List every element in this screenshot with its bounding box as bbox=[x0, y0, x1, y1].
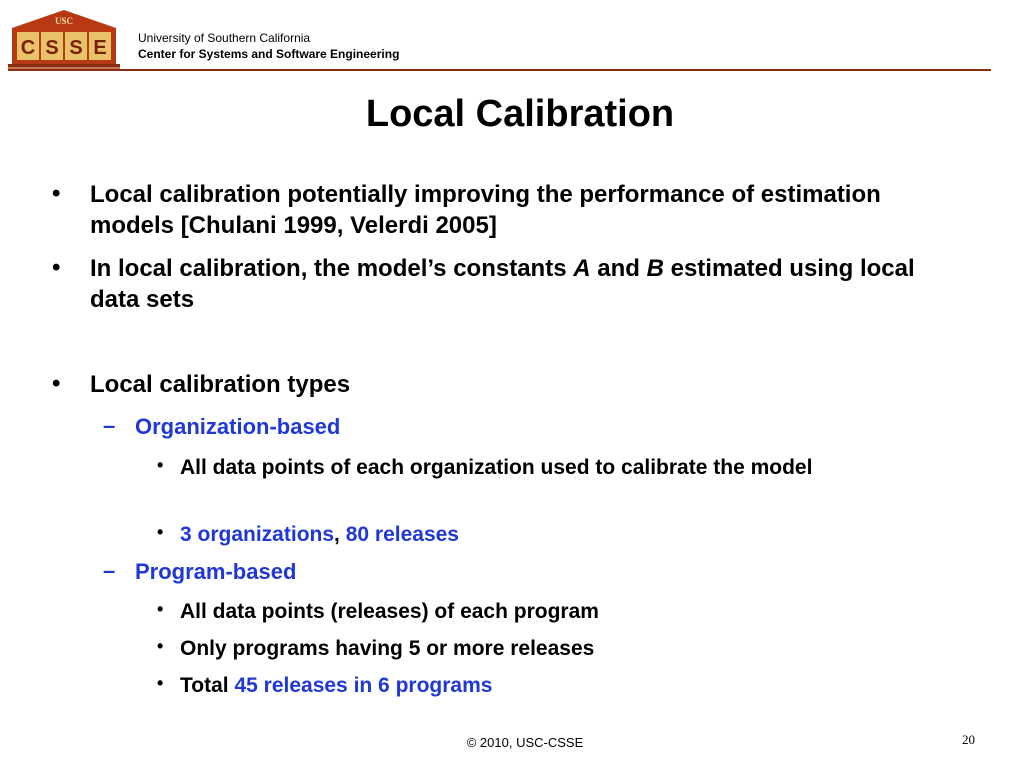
logo-letter-s1: S bbox=[45, 37, 59, 59]
bullet-dot: • bbox=[52, 370, 61, 397]
organization-based-heading: Organization-based bbox=[135, 414, 341, 439]
header-divider bbox=[8, 69, 991, 71]
organizations-count: 3 organizations bbox=[180, 523, 335, 546]
usc-csse-logo bbox=[8, 8, 120, 70]
bullet-types: Local calibration types bbox=[90, 371, 351, 398]
org-counts bbox=[180, 519, 900, 550]
slide-title: Local Calibration bbox=[365, 93, 675, 135]
bullet-constants-and: and bbox=[590, 255, 647, 282]
program-min-releases: Only programs having 5 or more releases bbox=[180, 637, 595, 660]
logo-letter-c: C bbox=[20, 37, 36, 59]
logo-letter-s2: S bbox=[69, 37, 83, 59]
institution-block bbox=[138, 30, 399, 62]
bullet-constants-text: In local calibration, the model’s constants bbox=[90, 255, 574, 282]
constant-b: B bbox=[646, 255, 664, 282]
bullet-constants bbox=[90, 253, 940, 315]
dash-marker: – bbox=[103, 558, 116, 583]
copyright-footer: © 2010, USC-CSSE bbox=[466, 735, 584, 750]
bullet-constants-tail: estimated using local data sets bbox=[90, 255, 915, 313]
bullet-dot: • bbox=[52, 180, 61, 207]
program-based-heading: Program-based bbox=[135, 559, 297, 584]
total-label: Total bbox=[180, 674, 235, 697]
sub-bullet-dot: • bbox=[157, 673, 164, 693]
university-name: University of Southern California bbox=[138, 31, 311, 45]
bullet-performance: Local calibration potentially improving the performance of estimation models [Chulani 1999, Velerdi 2005] bbox=[90, 181, 881, 239]
page-number: 20 bbox=[962, 732, 975, 747]
center-name: Center for Systems and Software Engineering bbox=[138, 47, 400, 61]
sub-bullet-dot: • bbox=[157, 522, 164, 542]
program-data-points: All data points (releases) of each program bbox=[180, 600, 599, 623]
logo-usc-text: USC bbox=[54, 16, 74, 26]
logo-base bbox=[8, 64, 120, 67]
total-value: 45 releases in 6 programs bbox=[234, 674, 493, 697]
sub-bullet-dot: • bbox=[157, 455, 164, 475]
logo-letter-e: E bbox=[93, 37, 107, 59]
releases-count: 80 releases bbox=[345, 523, 459, 546]
program-total bbox=[180, 670, 900, 701]
sub-bullet-dot: • bbox=[157, 636, 164, 656]
constant-a: A bbox=[573, 255, 591, 282]
org-data-points: All data points of each organization used to calibrate the model bbox=[180, 456, 813, 479]
count-separator: , bbox=[334, 523, 346, 546]
bullet-dot: • bbox=[52, 254, 61, 281]
sub-bullet-dot: • bbox=[157, 599, 164, 619]
dash-marker: – bbox=[103, 413, 116, 438]
